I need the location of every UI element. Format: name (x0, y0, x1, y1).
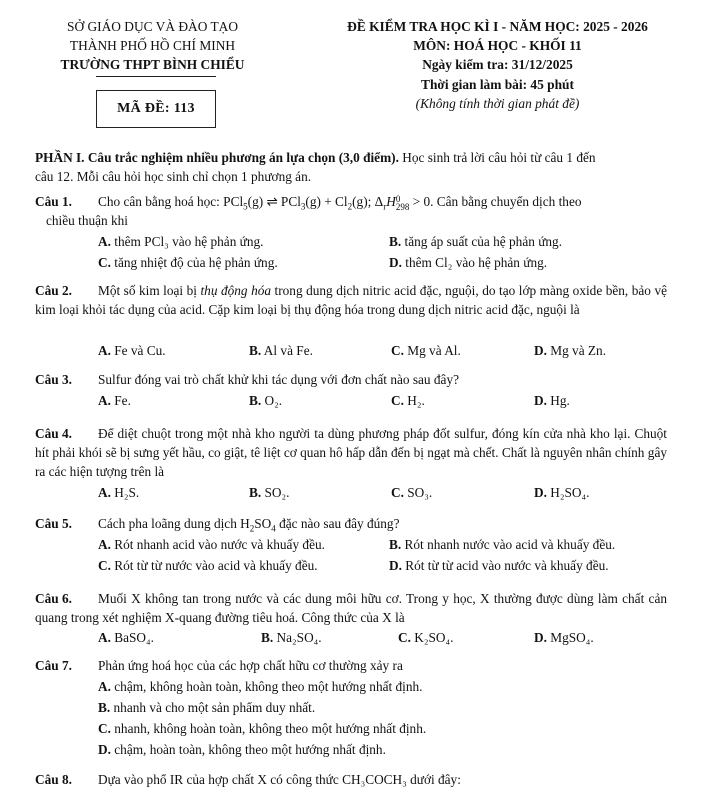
option-text: Mg và Zn. (550, 343, 607, 358)
q1-text-part: (g) + Cl (305, 194, 348, 209)
option-text: Na₂SO₄. (276, 630, 322, 645)
option-letter: A. (98, 630, 111, 645)
question-1-text: Cho cân bằng hoá học: PCl$_5$(g) ⇌ $PCl_3(g) + Cl_2(g)$; $\Delta_rH$ 0 298 > 0. Cân bằng chuyển dịch theo (98, 194, 582, 212)
option-letter: B. (261, 630, 274, 645)
option-letter: C. (98, 721, 111, 736)
option-text: Fe. (114, 393, 131, 408)
q5-text-part: đặc nào sau đây đúng? (275, 516, 400, 531)
q5-text-part: Cách pha loãng dung dịch H (98, 516, 250, 531)
option-d[interactable] (389, 255, 547, 272)
section-1-instruction-2: câu 12. Mỗi câu hỏi học sinh chỉ chọn 1 phương án. (35, 169, 312, 184)
exam-code-box (96, 90, 216, 128)
option-b[interactable] (98, 700, 315, 717)
option-text: MgSO₄. (550, 630, 594, 645)
option-a[interactable] (98, 393, 131, 410)
question-number: Câu 2. (35, 283, 72, 298)
option-text: K₂SO₄. (414, 630, 454, 645)
option-letter: B. (249, 343, 262, 358)
option-c[interactable] (398, 630, 453, 647)
option-a[interactable] (98, 630, 154, 647)
option-letter: B. (249, 393, 262, 408)
q1-text-part: Cho cân bằng hoá học: PCl (98, 194, 244, 209)
section-1-intro (35, 148, 667, 186)
option-c[interactable] (391, 485, 432, 502)
option-letter: B. (389, 234, 402, 249)
q4-text-part: Để diệt chuột trong một nhà kho người ta dùng phương pháp đốt sulfur, đóng kín cửa nhà kho lại. Chuột hít phải khói sẽ bị sưng yết hầu, co giật, tê liệt cơ quan hô hấp dẫn đến bị ngạt mà chết. Chất là nguyên nhân chính gây ra các hiện tượng trên là (35, 426, 667, 479)
exam-subject: MÔN: HOÁ HỌC - KHỐI 11 (413, 38, 582, 53)
option-text: H₂. (407, 393, 425, 408)
option-letter: A. (98, 393, 111, 408)
option-text: tăng nhiệt độ của hệ phản ứng. (114, 255, 278, 270)
option-letter: C. (98, 558, 111, 573)
q2-italic-term: thụ động hóa (200, 283, 272, 298)
option-d[interactable] (98, 742, 386, 759)
school-name: TRƯỜNG THPT BÌNH CHIỂU (60, 57, 245, 72)
q5-text-part: SO (254, 516, 272, 531)
option-b[interactable] (389, 234, 562, 251)
option-text: Mg và Al. (407, 343, 461, 358)
option-letter: A. (98, 679, 111, 694)
option-letter: A. (98, 537, 111, 552)
option-letter: D. (534, 393, 547, 408)
question-number: Câu 6. (35, 591, 72, 606)
option-c[interactable] (98, 255, 278, 272)
option-d[interactable] (534, 485, 589, 502)
option-text: H₂SO₄. (550, 485, 590, 500)
option-b[interactable] (261, 630, 322, 647)
question-8-text: Dựa vào phổ IR của hợp chất X có công thức CH₃COCH₃ dưới đây: (98, 772, 461, 787)
option-d[interactable] (389, 558, 609, 575)
dept-name: SỞ GIÁO DỤC VÀ ĐÀO TẠO (67, 19, 238, 34)
option-letter: B. (249, 485, 262, 500)
q1-text-part: (g); Δ (352, 194, 384, 209)
question-5-text: Cách pha loãng dung dịch $H_2SO_4$ đặc nào sau đây đúng? (98, 516, 400, 534)
question-1-text-line2: chiều thuận khi (46, 213, 128, 228)
option-letter: B. (98, 700, 111, 715)
question-2-text (35, 281, 667, 319)
question-7-text: Phản ứng hoá học của các hợp chất hữu cơ thường xảy ra (98, 658, 403, 673)
option-text: tăng áp suất của hệ phản ứng. (404, 234, 563, 249)
option-b[interactable] (249, 485, 290, 502)
option-a[interactable] (98, 234, 264, 251)
question-3-text: Sulfur đóng vai trò chất khử khi tác dụng với đơn chất nào sau đây? (98, 372, 459, 387)
q1-text-part: > 0. Cân bằng chuyển dịch theo (409, 194, 582, 209)
option-c[interactable] (98, 558, 318, 575)
city-name: THÀNH PHỐ HỒ CHÍ MINH (69, 38, 236, 53)
option-a[interactable] (98, 343, 166, 360)
option-text: nhanh, không hoàn toàn, không theo một hướng nhất định. (114, 721, 427, 736)
option-letter: C. (391, 343, 404, 358)
option-c[interactable] (98, 721, 426, 738)
option-text: chậm, không hoàn toàn, không theo một hướng nhất định. (114, 679, 423, 694)
option-letter: D. (534, 630, 547, 645)
option-letter: A. (98, 234, 111, 249)
option-text: O₂. (264, 393, 283, 408)
question-6-text (35, 589, 667, 627)
exam-duration: Thời gian làm bài: 45 phút (421, 77, 574, 92)
option-letter: D. (534, 485, 547, 500)
section-1-title: PHẦN I. Câu trắc nghiệm nhiều phương án lựa chọn (3,0 điểm). (35, 150, 399, 165)
duration-note: (Không tính thời gian phát đề) (415, 96, 580, 111)
option-letter: B. (389, 537, 402, 552)
question-number: Câu 3. (35, 372, 72, 387)
question-number: Câu 5. (35, 516, 72, 531)
option-d[interactable] (534, 393, 570, 410)
option-text: thêm Cl₂ vào hệ phản ứng. (405, 255, 548, 270)
option-text: Rót nhanh nước vào acid và khuấy đều. (404, 537, 616, 552)
option-letter: D. (534, 343, 547, 358)
option-text: Rót từ từ acid vào nước và khuấy đều. (405, 558, 609, 573)
option-a[interactable] (98, 679, 422, 696)
exam-date: Ngày kiểm tra: 31/12/2025 (422, 57, 573, 72)
option-a[interactable] (98, 537, 325, 554)
question-number: Câu 4. (35, 426, 72, 441)
option-text: chậm, hoàn toàn, không theo một hướng nhất định. (114, 742, 386, 757)
option-letter: D. (389, 558, 402, 573)
option-text: BaSO₄. (114, 630, 154, 645)
option-text: thêm PCl₃ vào hệ phản ứng. (114, 234, 264, 249)
option-letter: A. (98, 485, 111, 500)
option-a[interactable] (98, 485, 139, 502)
exam-title: ĐỀ KIỂM TRA HỌC KÌ I - NĂM HỌC: 2025 - 2026 (347, 19, 648, 34)
question-4-text (35, 424, 667, 481)
option-text: Rót nhanh acid vào nước và khuấy đều. (114, 537, 325, 552)
section-1-instruction-1: Học sinh trả lời câu hỏi từ câu 1 đến (398, 150, 596, 165)
option-b[interactable] (249, 393, 282, 410)
q1-text-part: (g) ⇌ PCl (247, 194, 301, 209)
option-letter: D. (389, 255, 402, 270)
option-text: Fe và Cu. (114, 343, 166, 358)
option-letter: C. (391, 393, 404, 408)
exam-code: MÃ ĐỀ: 113 (117, 101, 195, 117)
option-letter: C. (98, 255, 111, 270)
question-number: Câu 8. (35, 772, 72, 787)
option-letter: C. (398, 630, 411, 645)
q2-text-part: trong dung dịch nitric acid đặc, nguội, do tạo lớp màng oxide bền, bảo vệ kim loại khỏi tác dụng của acid. Cặp kim loại bị thụ động hóa trong dung dịch nitric acid đặc, nguội là (35, 283, 667, 317)
option-text: H₂S. (114, 485, 140, 500)
option-text: SO₃. (407, 485, 433, 500)
option-d[interactable] (534, 630, 594, 647)
option-text: SO₂. (264, 485, 290, 500)
option-letter: C. (391, 485, 404, 500)
option-letter: D. (98, 742, 111, 757)
option-letter: A. (98, 343, 111, 358)
option-b[interactable] (249, 343, 313, 360)
option-d[interactable] (534, 343, 606, 360)
question-number: Câu 1. (35, 194, 72, 209)
option-text: Rót từ từ nước vào acid và khuấy đều. (114, 558, 318, 573)
option-c[interactable] (391, 393, 425, 410)
option-b[interactable] (389, 537, 615, 554)
school-underline (96, 76, 216, 77)
q6-text-part: Muối X không tan trong nước và các dung môi hữu cơ. Trong y học, X thường được dùng làm chất cản quang trong xét nghiệm X-quang đường tiêu hoá. Công thức của X là (35, 591, 667, 625)
question-number: Câu 7. (35, 658, 72, 673)
option-c[interactable] (391, 343, 461, 360)
option-text: nhanh và cho một sản phẩm duy nhất. (113, 700, 316, 715)
q2-text-part: Một số kim loại bị (98, 283, 201, 298)
option-text: Al và Fe. (263, 343, 313, 358)
option-text: Hg. (550, 393, 570, 408)
